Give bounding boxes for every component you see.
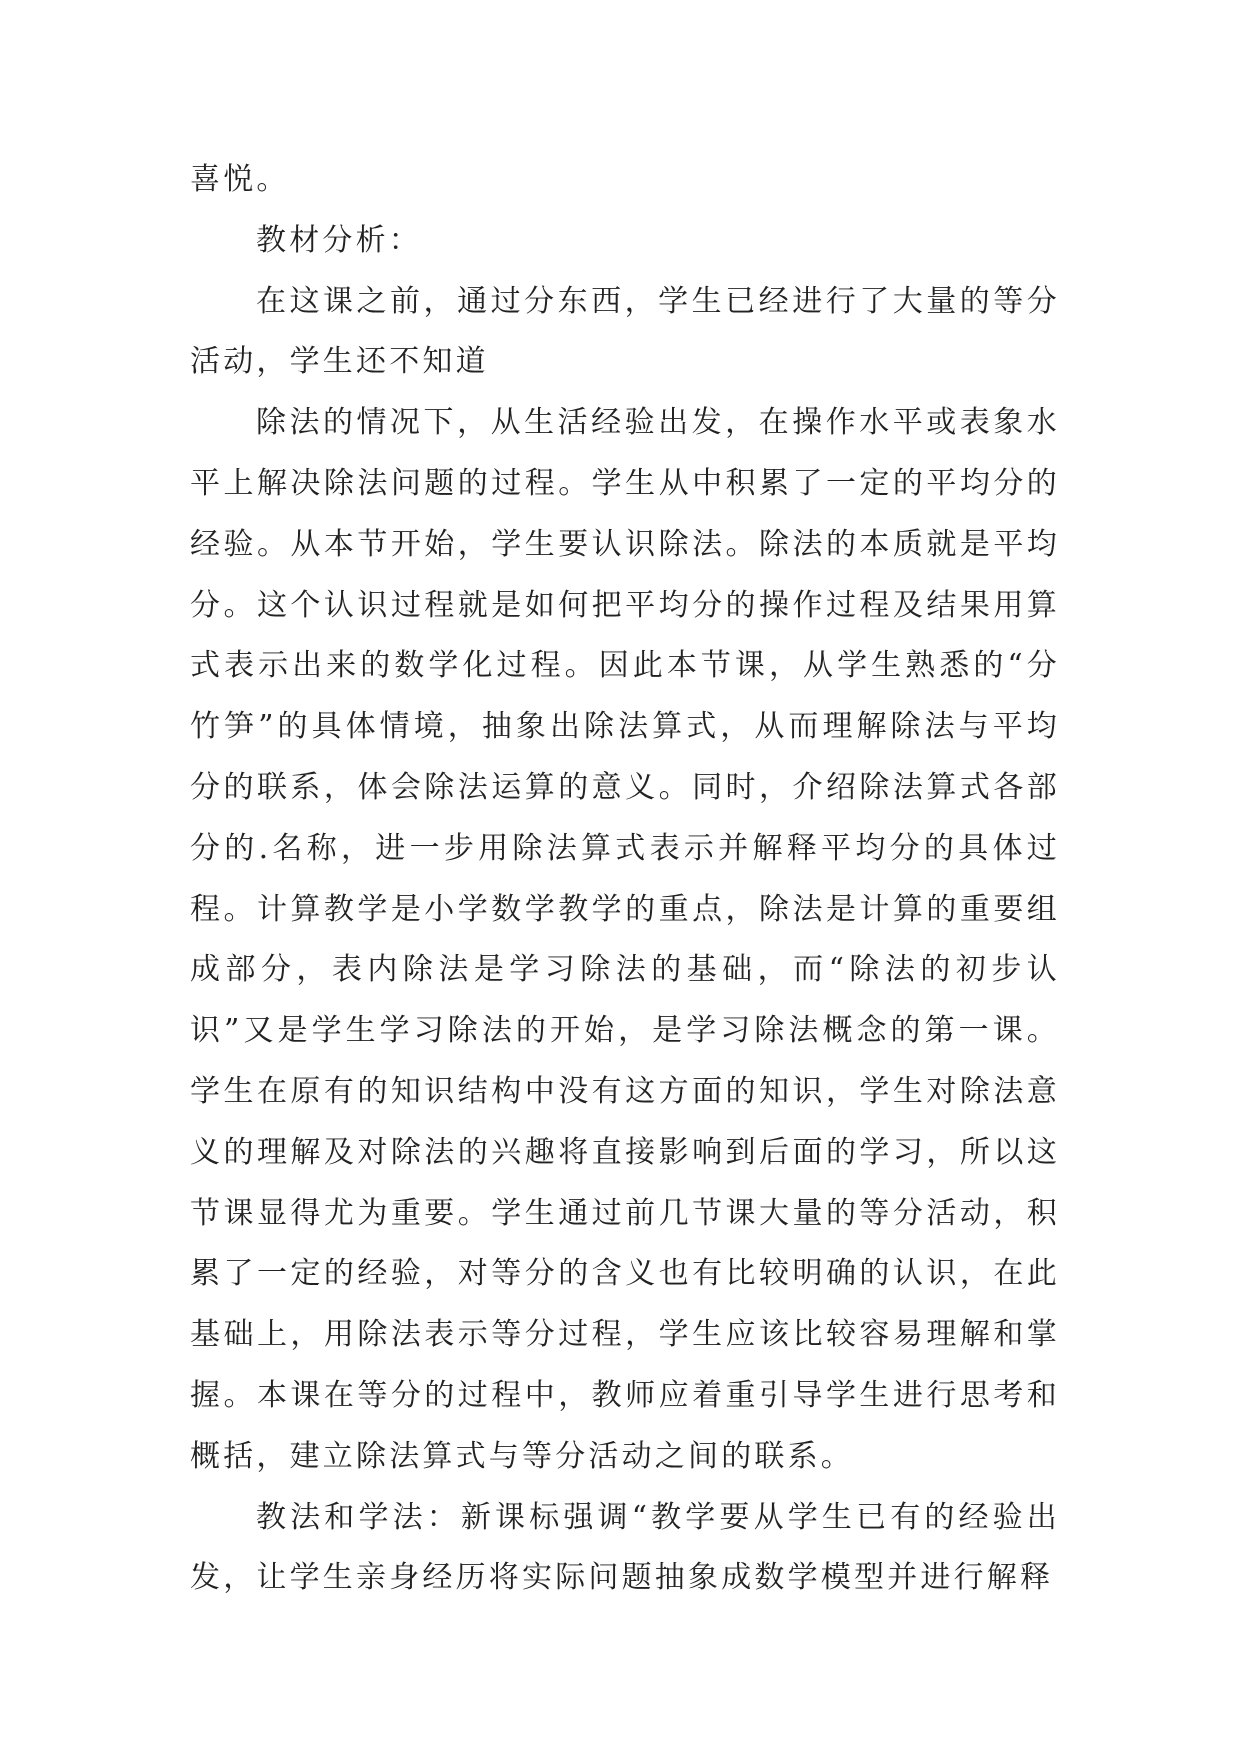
paragraph-heading-textbook-analysis: 教材分析： [256,222,422,258]
paragraph-division-analysis: 除法的情况下，从生活经验出发，在操作水平或表象水平上解决除法问题的过程。学生从中积累了一定的平均分的经验。从本节开始，学生要认识除法。除法的本质就是平均分。这个认识过程就是如何把平均分的操作过程及结果用算式表示出来的数学化过程。因此本节课，从学生熟悉的“分竹笋”的具体情境，抽象出除法算式，从而理解除法与平均分的联系，体会除法运算的意义。同时，介绍除法算式各部分的.名称，进一步用除法算式表示并解释平均分的具体过程。计算教学是小学数学教学的重点，除法是计算的重要组成部分，表内除法是学习除法的基础，而“除法的初步认识”又是学生学习除法的开始，是学习除法概念的第一课。学生在原有的知识结构中没有这方面的知识，学生对除法意义的理解及对除法的兴趣将直接影响到后面的学习，所以这节课显得尤为重要。学生通过前几节课大量的等分活动，积累了一定的经验，对等分的含义也有比较明确的认识，在此基础上，用除法表示等分过程，学生应该比较容易理解和掌握。本课在等分的过程中，教师应着重引导学生进行思考和概括，建立除法算式与等分活动之间的联系。 [190,405,1060,1474]
document-body [190,150,1060,1609]
paragraph-prior-activity: 在这课之前，通过分东西，学生已经进行了大量的等分活动，学生还不知道 [190,283,1060,380]
paragraph-continuation: 喜悦。 [190,162,290,197]
paragraph-teaching-methods: 教法和学法：新课标强调“教学要从学生已有的经验出发，让学生亲身经历将实际问题抽象成数学模型并进行解释 [190,1499,1060,1596]
